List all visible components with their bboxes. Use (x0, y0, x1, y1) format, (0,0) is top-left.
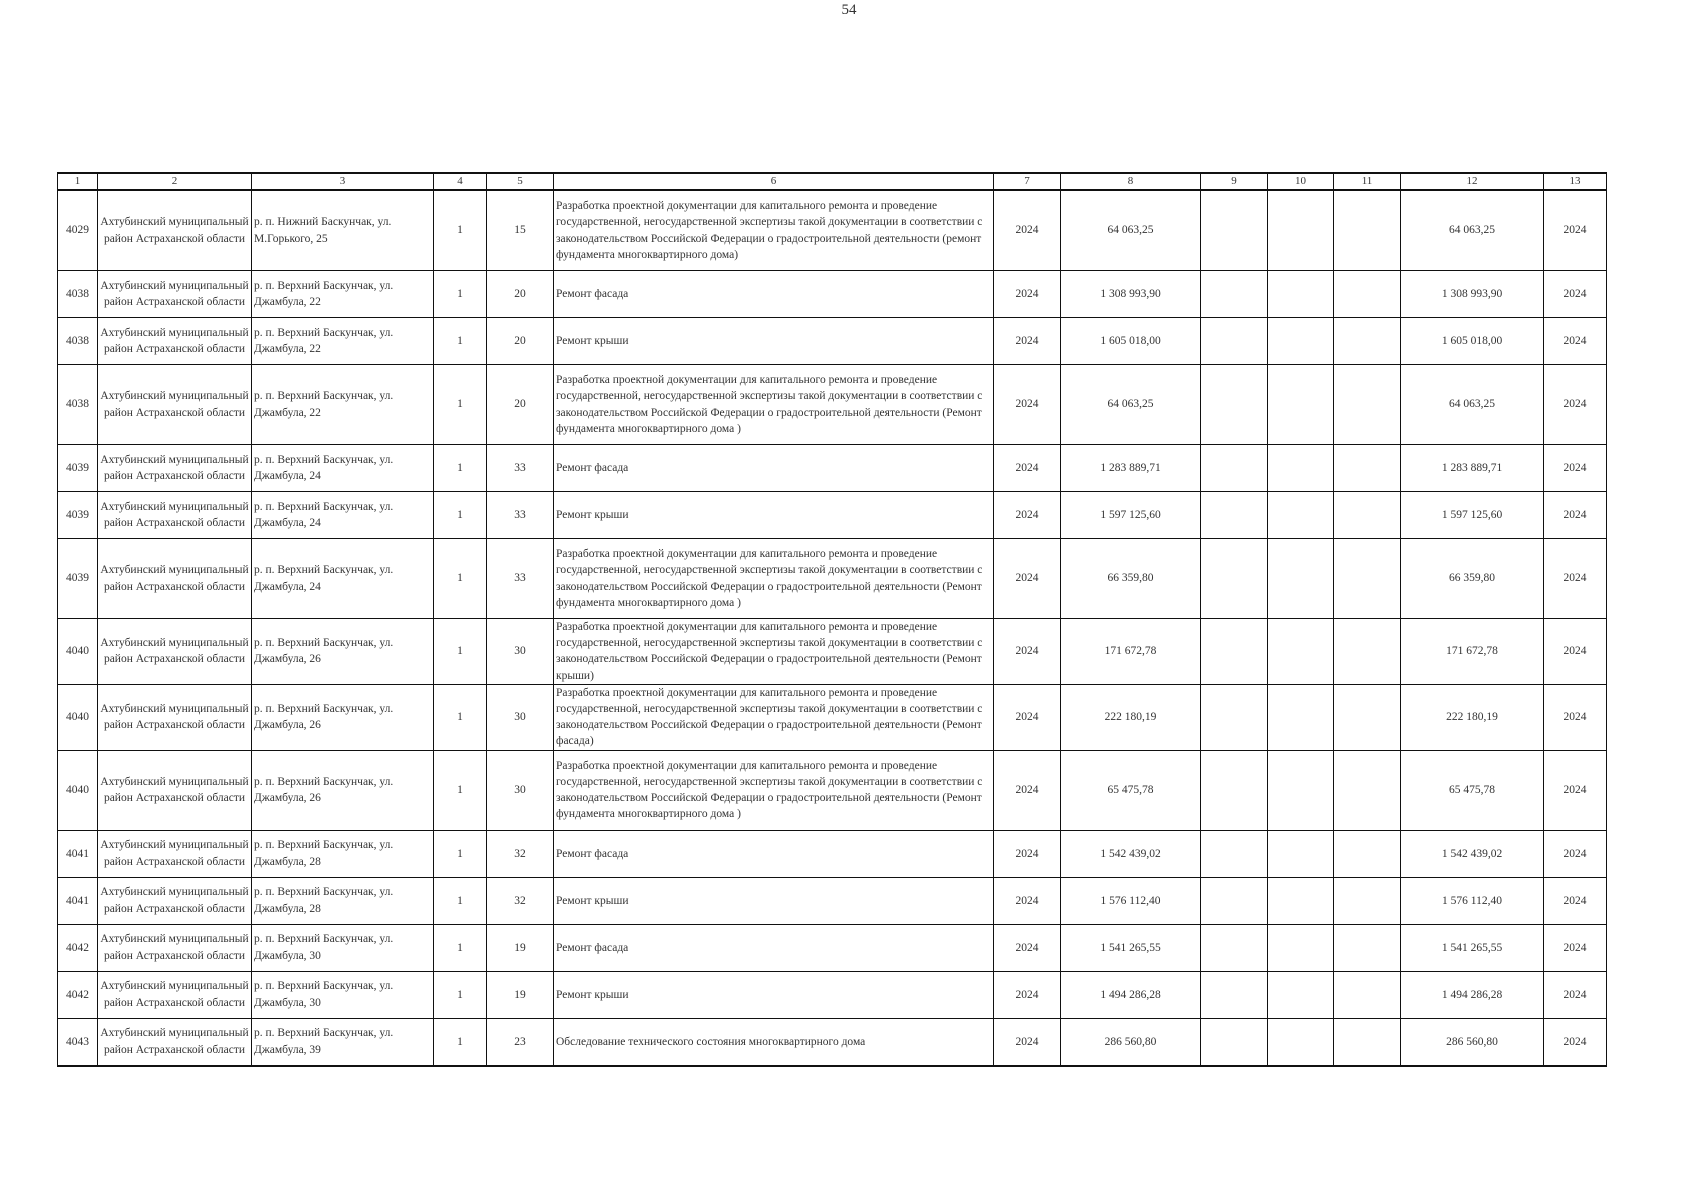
column-header: 10 (1268, 173, 1334, 190)
address-cell: р. п. Верхний Баскунчак, ул. Джамбула, 30 (252, 971, 434, 1018)
address-cell: р. п. Верхний Баскунчак, ул. Джамбула, 22 (252, 271, 434, 318)
column-11-cell (1334, 684, 1401, 750)
address-cell: р. п. Верхний Баскунчак, ул. Джамбула, 26 (252, 684, 434, 750)
column-10-cell (1268, 750, 1334, 830)
column-11-cell (1334, 539, 1401, 619)
work-type-cell: Ремонт крыши (554, 492, 994, 539)
column-11-cell (1334, 619, 1401, 685)
row-number-cell: 4040 (58, 684, 98, 750)
row-number-cell: 4041 (58, 877, 98, 924)
table-row (58, 365, 1607, 445)
row-number-cell: 4029 (58, 190, 98, 271)
column-4-cell: 1 (434, 271, 487, 318)
work-type-cell: Ремонт фасада (554, 830, 994, 877)
row-number-cell: 4040 (58, 750, 98, 830)
column-9-cell (1201, 750, 1268, 830)
column-13-cell: 2024 (1544, 365, 1607, 445)
column-4-cell: 1 (434, 877, 487, 924)
row-number-cell: 4039 (58, 445, 98, 492)
column-13-cell: 2024 (1544, 318, 1607, 365)
cost-cell: 171 672,78 (1061, 619, 1201, 685)
row-number-cell: 4042 (58, 971, 98, 1018)
column-13-cell: 2024 (1544, 271, 1607, 318)
column-9-cell (1201, 619, 1268, 685)
column-header: 12 (1401, 173, 1544, 190)
work-type-cell: Разработка проектной документации для капитального ремонта и проведение государственной, негосударственной экспертизы такой документации в соответствии с законодательством Российской Федерации о градостроительной деятельности (Ремонт крыши) (554, 619, 994, 685)
municipality-cell: Ахтубинский муниципальный район Астраханской области (98, 271, 252, 318)
municipality-cell: Ахтубинский муниципальный район Астраханской области (98, 445, 252, 492)
cost-cell: 1 283 889,71 (1061, 445, 1201, 492)
column-4-cell: 1 (434, 318, 487, 365)
column-5-cell: 30 (487, 684, 554, 750)
column-9-cell (1201, 365, 1268, 445)
column-13-cell: 2024 (1544, 877, 1607, 924)
column-5-cell: 19 (487, 924, 554, 971)
column-7-cell: 2024 (994, 492, 1061, 539)
municipality-cell: Ахтубинский муниципальный район Астраханской области (98, 190, 252, 271)
address-cell: р. п. Верхний Баскунчак, ул. Джамбула, 24 (252, 539, 434, 619)
column-4-cell: 1 (434, 750, 487, 830)
table-row (58, 1018, 1607, 1066)
work-type-cell: Ремонт фасада (554, 924, 994, 971)
column-7-cell: 2024 (994, 924, 1061, 971)
column-13-cell: 2024 (1544, 924, 1607, 971)
column-9-cell (1201, 924, 1268, 971)
municipality-cell: Ахтубинский муниципальный район Астраханской области (98, 684, 252, 750)
column-12-cell: 66 359,80 (1401, 539, 1544, 619)
column-12-cell: 65 475,78 (1401, 750, 1544, 830)
column-4-cell: 1 (434, 971, 487, 1018)
municipality-cell: Ахтубинский муниципальный район Астраханской области (98, 365, 252, 445)
column-header: 2 (98, 173, 252, 190)
column-10-cell (1268, 318, 1334, 365)
column-header: 3 (252, 173, 434, 190)
table-row (58, 539, 1607, 619)
address-cell: р. п. Верхний Баскунчак, ул. Джамбула, 22 (252, 318, 434, 365)
column-10-cell (1268, 971, 1334, 1018)
column-11-cell (1334, 971, 1401, 1018)
table-row (58, 830, 1607, 877)
municipality-cell: Ахтубинский муниципальный район Астраханской области (98, 539, 252, 619)
column-11-cell (1334, 365, 1401, 445)
column-10-cell (1268, 492, 1334, 539)
column-11-cell (1334, 924, 1401, 971)
cost-cell: 66 359,80 (1061, 539, 1201, 619)
municipality-cell: Ахтубинский муниципальный район Астраханской области (98, 924, 252, 971)
column-7-cell: 2024 (994, 271, 1061, 318)
address-cell: р. п. Верхний Баскунчак, ул. Джамбула, 24 (252, 445, 434, 492)
column-12-cell: 1 576 112,40 (1401, 877, 1544, 924)
address-cell: р. п. Верхний Баскунчак, ул. Джамбула, 26 (252, 750, 434, 830)
column-5-cell: 20 (487, 365, 554, 445)
column-12-cell: 222 180,19 (1401, 684, 1544, 750)
column-7-cell: 2024 (994, 684, 1061, 750)
column-13-cell: 2024 (1544, 539, 1607, 619)
municipality-cell: Ахтубинский муниципальный район Астраханской области (98, 750, 252, 830)
cost-cell: 1 494 286,28 (1061, 971, 1201, 1018)
cost-cell: 1 576 112,40 (1061, 877, 1201, 924)
municipality-cell: Ахтубинский муниципальный район Астраханской области (98, 877, 252, 924)
column-11-cell (1334, 190, 1401, 271)
column-5-cell: 32 (487, 877, 554, 924)
address-cell: р. п. Верхний Баскунчак, ул. Джамбула, 28 (252, 830, 434, 877)
column-10-cell (1268, 271, 1334, 318)
column-7-cell: 2024 (994, 190, 1061, 271)
column-13-cell: 2024 (1544, 492, 1607, 539)
column-header: 1 (58, 173, 98, 190)
cost-cell: 64 063,25 (1061, 190, 1201, 271)
column-12-cell: 171 672,78 (1401, 619, 1544, 685)
work-type-cell: Обследование технического состояния многоквартирного дома (554, 1018, 994, 1066)
column-13-cell: 2024 (1544, 971, 1607, 1018)
column-9-cell (1201, 539, 1268, 619)
column-10-cell (1268, 684, 1334, 750)
row-number-cell: 4038 (58, 365, 98, 445)
column-12-cell: 286 560,80 (1401, 1018, 1544, 1066)
column-10-cell (1268, 365, 1334, 445)
column-12-cell: 1 597 125,60 (1401, 492, 1544, 539)
row-number-cell: 4039 (58, 492, 98, 539)
municipality-cell: Ахтубинский муниципальный район Астраханской области (98, 619, 252, 685)
row-number-cell: 4040 (58, 619, 98, 685)
column-7-cell: 2024 (994, 539, 1061, 619)
column-11-cell (1334, 1018, 1401, 1066)
column-4-cell: 1 (434, 1018, 487, 1066)
column-7-cell: 2024 (994, 1018, 1061, 1066)
row-number-cell: 4041 (58, 830, 98, 877)
column-12-cell: 1 605 018,00 (1401, 318, 1544, 365)
cost-cell: 1 542 439,02 (1061, 830, 1201, 877)
column-9-cell (1201, 830, 1268, 877)
column-4-cell: 1 (434, 190, 487, 271)
column-4-cell: 1 (434, 445, 487, 492)
column-header: 11 (1334, 173, 1401, 190)
column-10-cell (1268, 924, 1334, 971)
column-5-cell: 30 (487, 750, 554, 830)
column-4-cell: 1 (434, 365, 487, 445)
municipality-cell: Ахтубинский муниципальный район Астраханской области (98, 318, 252, 365)
column-4-cell: 1 (434, 830, 487, 877)
column-5-cell: 23 (487, 1018, 554, 1066)
cost-cell: 286 560,80 (1061, 1018, 1201, 1066)
work-type-cell: Разработка проектной документации для капитального ремонта и проведение государственной, негосударственной экспертизы такой документации в соответствии с законодательством Российской Федерации о градостроительной деятельности (Ремонт фасада) (554, 684, 994, 750)
column-10-cell (1268, 445, 1334, 492)
column-4-cell: 1 (434, 539, 487, 619)
column-4-cell: 1 (434, 619, 487, 685)
address-cell: р. п. Верхний Баскунчак, ул. Джамбула, 28 (252, 877, 434, 924)
column-5-cell: 19 (487, 971, 554, 1018)
column-7-cell: 2024 (994, 619, 1061, 685)
cost-cell: 1 541 265,55 (1061, 924, 1201, 971)
work-type-cell: Ремонт крыши (554, 318, 994, 365)
row-number-cell: 4043 (58, 1018, 98, 1066)
column-5-cell: 20 (487, 318, 554, 365)
column-10-cell (1268, 539, 1334, 619)
column-5-cell: 30 (487, 619, 554, 685)
work-type-cell: Разработка проектной документации для капитального ремонта и проведение государственной, негосударственной экспертизы такой документации в соответствии с законодательством Российской Федерации о градостроительной деятельности (Ремонт фундамента многоквартирного дома ) (554, 539, 994, 619)
address-cell: р. п. Нижний Баскунчак, ул. М.Горького, 25 (252, 190, 434, 271)
column-4-cell: 1 (434, 924, 487, 971)
table-row (58, 271, 1607, 318)
column-4-cell: 1 (434, 492, 487, 539)
column-9-cell (1201, 684, 1268, 750)
table-row (58, 971, 1607, 1018)
column-12-cell: 64 063,25 (1401, 190, 1544, 271)
table-body (58, 190, 1607, 1066)
column-12-cell: 1 283 889,71 (1401, 445, 1544, 492)
column-9-cell (1201, 445, 1268, 492)
column-5-cell: 32 (487, 830, 554, 877)
row-number-cell: 4038 (58, 271, 98, 318)
column-9-cell (1201, 492, 1268, 539)
table-row (58, 492, 1607, 539)
cost-cell: 222 180,19 (1061, 684, 1201, 750)
column-11-cell (1334, 445, 1401, 492)
column-4-cell: 1 (434, 684, 487, 750)
column-10-cell (1268, 190, 1334, 271)
table-row (58, 750, 1607, 830)
column-header: 8 (1061, 173, 1201, 190)
column-header: 6 (554, 173, 994, 190)
column-11-cell (1334, 271, 1401, 318)
cost-cell: 64 063,25 (1061, 365, 1201, 445)
column-9-cell (1201, 318, 1268, 365)
column-11-cell (1334, 877, 1401, 924)
page-number: 54 (841, 2, 857, 18)
column-7-cell: 2024 (994, 318, 1061, 365)
column-7-cell: 2024 (994, 877, 1061, 924)
work-type-cell: Ремонт крыши (554, 877, 994, 924)
work-type-cell: Ремонт фасада (554, 445, 994, 492)
table-row (58, 190, 1607, 271)
column-9-cell (1201, 971, 1268, 1018)
column-12-cell: 64 063,25 (1401, 365, 1544, 445)
column-7-cell: 2024 (994, 830, 1061, 877)
work-type-cell: Ремонт фасада (554, 271, 994, 318)
column-header: 7 (994, 173, 1061, 190)
column-13-cell: 2024 (1544, 445, 1607, 492)
column-11-cell (1334, 492, 1401, 539)
table-row (58, 619, 1607, 685)
cost-cell: 1 597 125,60 (1061, 492, 1201, 539)
column-5-cell: 33 (487, 445, 554, 492)
column-11-cell (1334, 830, 1401, 877)
column-13-cell: 2024 (1544, 830, 1607, 877)
work-type-cell: Ремонт крыши (554, 971, 994, 1018)
column-7-cell: 2024 (994, 750, 1061, 830)
column-12-cell: 1 308 993,90 (1401, 271, 1544, 318)
address-cell: р. п. Верхний Баскунчак, ул. Джамбула, 24 (252, 492, 434, 539)
address-cell: р. п. Верхний Баскунчак, ул. Джамбула, 22 (252, 365, 434, 445)
column-9-cell (1201, 190, 1268, 271)
column-header: 5 (487, 173, 554, 190)
cost-cell: 1 605 018,00 (1061, 318, 1201, 365)
column-12-cell: 1 542 439,02 (1401, 830, 1544, 877)
column-13-cell: 2024 (1544, 190, 1607, 271)
column-7-cell: 2024 (994, 365, 1061, 445)
table-row (58, 924, 1607, 971)
table-row (58, 684, 1607, 750)
table-row (58, 318, 1607, 365)
row-number-cell: 4042 (58, 924, 98, 971)
municipality-cell: Ахтубинский муниципальный район Астраханской области (98, 1018, 252, 1066)
cost-cell: 1 308 993,90 (1061, 271, 1201, 318)
column-11-cell (1334, 750, 1401, 830)
column-header: 9 (1201, 173, 1268, 190)
column-10-cell (1268, 619, 1334, 685)
column-5-cell: 20 (487, 271, 554, 318)
address-cell: р. п. Верхний Баскунчак, ул. Джамбула, 26 (252, 619, 434, 685)
cost-cell: 65 475,78 (1061, 750, 1201, 830)
work-type-cell: Разработка проектной документации для капитального ремонта и проведение государственной, негосударственной экспертизы такой документации в соответствии с законодательством Российской Федерации о градостроительной деятельности (Ремонт фундамента многоквартирного дома ) (554, 365, 994, 445)
column-12-cell: 1 494 286,28 (1401, 971, 1544, 1018)
column-9-cell (1201, 1018, 1268, 1066)
row-number-cell: 4038 (58, 318, 98, 365)
table-row (58, 877, 1607, 924)
work-type-cell: Разработка проектной документации для капитального ремонта и проведение государственной, негосударственной экспертизы такой документации в соответствии с законодательством Российской Федерации о градостроительной деятельности (Ремонт фундамента многоквартирного дома ) (554, 750, 994, 830)
column-9-cell (1201, 877, 1268, 924)
column-13-cell: 2024 (1544, 1018, 1607, 1066)
column-13-cell: 2024 (1544, 684, 1607, 750)
address-cell: р. п. Верхний Баскунчак, ул. Джамбула, 39 (252, 1018, 434, 1066)
column-13-cell: 2024 (1544, 619, 1607, 685)
column-header: 13 (1544, 173, 1607, 190)
column-12-cell: 1 541 265,55 (1401, 924, 1544, 971)
column-9-cell (1201, 271, 1268, 318)
work-type-cell: Разработка проектной документации для капитального ремонта и проведение государственной, негосударственной экспертизы такой документации в соответствии с законодательством Российской Федерации о градостроительной деятельности (ремонт фундамента многоквартирного дома) (554, 190, 994, 271)
address-cell: р. п. Верхний Баскунчак, ул. Джамбула, 30 (252, 924, 434, 971)
municipality-cell: Ахтубинский муниципальный район Астраханской области (98, 492, 252, 539)
column-10-cell (1268, 877, 1334, 924)
column-10-cell (1268, 830, 1334, 877)
column-10-cell (1268, 1018, 1334, 1066)
municipality-cell: Ахтубинский муниципальный район Астраханской области (98, 830, 252, 877)
column-5-cell: 33 (487, 492, 554, 539)
column-7-cell: 2024 (994, 971, 1061, 1018)
column-5-cell: 15 (487, 190, 554, 271)
column-13-cell: 2024 (1544, 750, 1607, 830)
table-row (58, 445, 1607, 492)
column-numbers-row (58, 173, 1607, 190)
column-11-cell (1334, 318, 1401, 365)
column-5-cell: 33 (487, 539, 554, 619)
municipality-cell: Ахтубинский муниципальный район Астраханской области (98, 971, 252, 1018)
capital-repair-table (57, 172, 1607, 1067)
row-number-cell: 4039 (58, 539, 98, 619)
column-7-cell: 2024 (994, 445, 1061, 492)
column-header: 4 (434, 173, 487, 190)
